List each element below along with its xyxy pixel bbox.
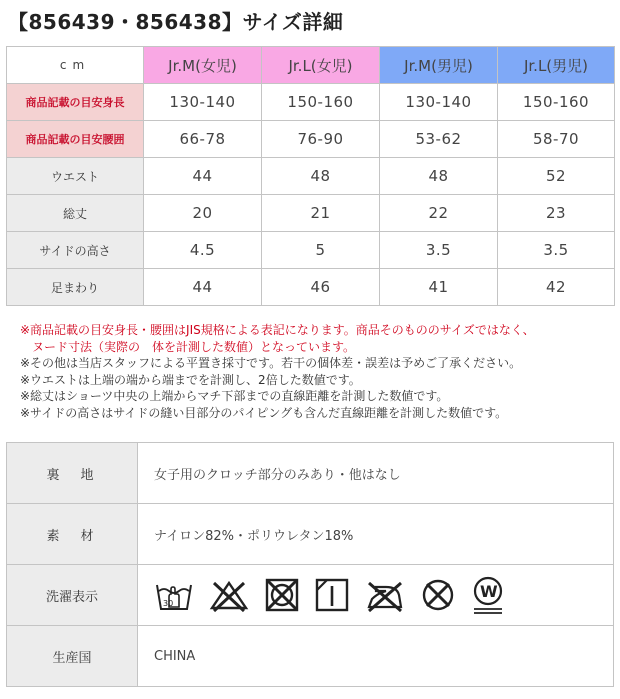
table-cell: 3.5	[380, 232, 498, 269]
size-table-header-row	[7, 47, 615, 84]
no-iron-icon	[364, 577, 406, 613]
size-table	[6, 46, 615, 306]
no-bleach-icon	[208, 577, 250, 613]
spec-row-lining	[7, 443, 614, 504]
table-cell: 53-62	[380, 121, 498, 158]
table-cell: 21	[262, 195, 380, 232]
wet-clean-icon	[470, 575, 506, 615]
note-flat-measure: ※その他は当店スタッフによる平置き採寸です。若干の個体差・誤差は予めご了承ください。	[20, 356, 522, 370]
col-header-jr-m-girl: Jr.M(女児)	[144, 47, 262, 84]
unit-header: cm	[7, 47, 144, 84]
table-cell: 130-140	[380, 84, 498, 121]
table-cell: 44	[144, 269, 262, 306]
measurement-notes	[20, 322, 612, 421]
lining-label: 裏 地	[7, 443, 138, 504]
origin-value: CHINA	[138, 626, 614, 687]
lining-value: 女子用のクロッチ部分のみあり・他はなし	[138, 443, 614, 504]
wet-clean-letter: W	[480, 582, 498, 601]
col-header-jr-l-boy: Jr.L(男児)	[498, 47, 615, 84]
hand-wash-temp: 30	[163, 599, 174, 608]
row-header-height: 商品記載の目安身長	[7, 84, 144, 121]
table-cell: 41	[380, 269, 498, 306]
table-row	[7, 269, 615, 306]
table-row	[7, 121, 615, 158]
col-header-jr-l-girl: Jr.L(女児)	[262, 47, 380, 84]
table-cell: 130-140	[144, 84, 262, 121]
spec-row-material	[7, 504, 614, 565]
table-cell: 20	[144, 195, 262, 232]
note-nude-size: ヌード寸法（実際の 体を計測した数値）となっています。	[32, 339, 356, 354]
table-cell: 76-90	[262, 121, 380, 158]
table-cell: 66-78	[144, 121, 262, 158]
table-cell: 48	[262, 158, 380, 195]
origin-label: 生産国	[7, 626, 138, 687]
table-cell: 42	[498, 269, 615, 306]
table-row	[7, 158, 615, 195]
table-cell: 23	[498, 195, 615, 232]
note-total-length: ※総丈はショーツ中央の上端からマチ下部までの直線距離を計測した数値です。	[20, 389, 449, 403]
table-row	[7, 232, 615, 269]
row-header-hip: 商品記載の目安腰囲	[7, 121, 144, 158]
row-header-total-length: 総丈	[7, 195, 144, 232]
table-cell: 46	[262, 269, 380, 306]
no-tumble-dry-icon	[264, 577, 300, 613]
table-cell: 150-160	[498, 84, 615, 121]
table-cell: 22	[380, 195, 498, 232]
care-label: 洗濯表示	[7, 565, 138, 626]
col-header-jr-m-boy: Jr.M(男児)	[380, 47, 498, 84]
hand-wash-icon	[154, 577, 194, 613]
table-cell: 48	[380, 158, 498, 195]
row-header-leg-opening: 足まわり	[7, 269, 144, 306]
table-cell: 5	[262, 232, 380, 269]
table-cell: 4.5	[144, 232, 262, 269]
table-cell: 3.5	[498, 232, 615, 269]
note-jis-standard: ※商品記載の目安身長・腰囲はJIS規格による表記になります。商品そのもののサイズではなく、	[20, 323, 535, 337]
table-cell: 44	[144, 158, 262, 195]
table-cell: 52	[498, 158, 615, 195]
material-label: 素 材	[7, 504, 138, 565]
material-value: ナイロン82%・ポリウレタン18%	[138, 504, 614, 565]
table-row	[7, 84, 615, 121]
line-dry-icon	[314, 577, 350, 613]
care-symbols	[138, 565, 614, 626]
table-cell: 58-70	[498, 121, 615, 158]
note-waist: ※ウエストは上端の端から端までを計測し、2倍した数値です。	[20, 372, 361, 387]
page-title: 【856439・856438】サイズ詳細	[8, 10, 344, 34]
row-header-waist: ウエスト	[7, 158, 144, 195]
no-dry-clean-icon	[420, 577, 456, 613]
spec-table	[6, 442, 614, 687]
spec-row-care	[7, 565, 614, 626]
table-row	[7, 195, 615, 232]
spec-row-origin	[7, 626, 614, 687]
note-side-height: ※サイドの高さはサイドの縫い目部分のパイピングも含んだ直線距離を計測した数値です。	[20, 405, 508, 420]
table-cell: 150-160	[262, 84, 380, 121]
row-header-side-height: サイドの高さ	[7, 232, 144, 269]
